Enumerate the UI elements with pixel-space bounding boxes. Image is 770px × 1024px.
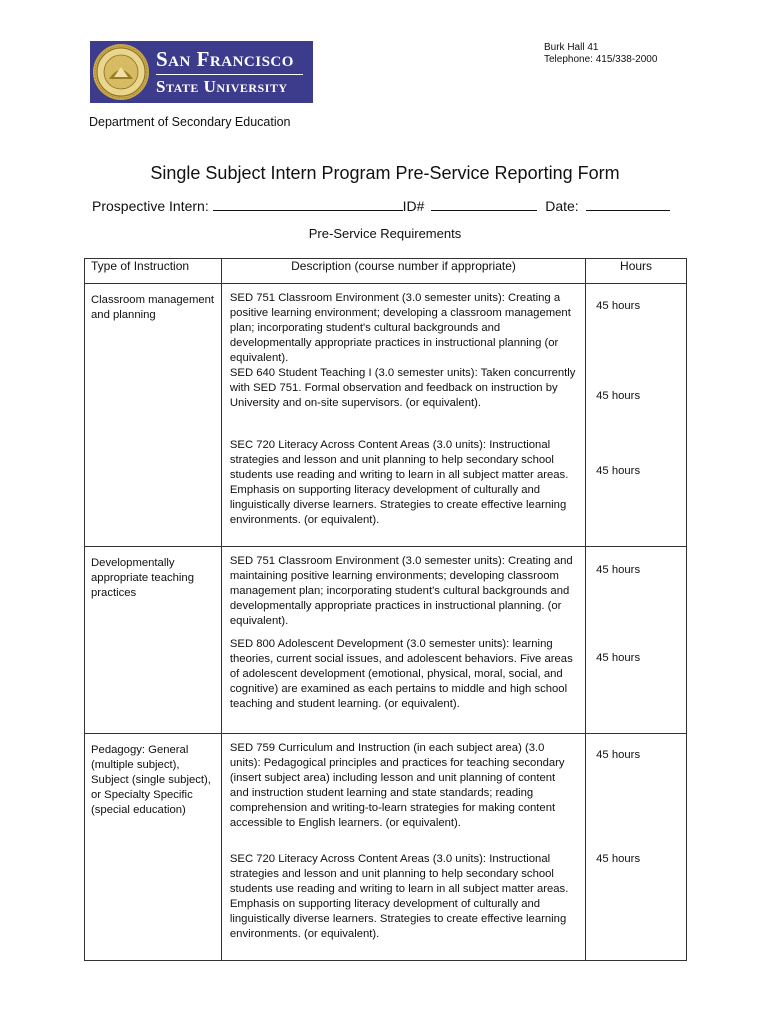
row-descriptions [221, 734, 585, 961]
university-logo [90, 41, 313, 103]
course-description: SED 759 Curriculum and Instruction (in each subject area) (3.0 units): Pedagogical principles and practices for teaching secondary (insert subject area) including lesson and unit planning of content and instruction student learning and state standards; reading comprehension and writing-to-learn strategies for making content accessible to English learners. (or equivalent). [229, 742, 565, 829]
university-seal-icon [92, 43, 150, 101]
header-hours: Hours [586, 259, 687, 284]
contact-block [544, 42, 657, 66]
table-row [85, 284, 687, 547]
table-row [85, 734, 687, 961]
id-field[interactable] [431, 198, 537, 211]
hours-value: 45 hours [596, 853, 641, 865]
logo-divider [156, 74, 303, 75]
logo-line-2: State University [156, 77, 288, 96]
form-title: Single Subject Intern Program Pre-Service Reporting Form [150, 163, 620, 183]
course-description: SED 640 Student Teaching I (3.0 semester units): Taken concurrently with SED 751. Formal observation and feedback on instruction by University and on-site supervisors. (or equivalent). [229, 367, 576, 409]
row-type-classroom: Classroom management and planning [85, 284, 222, 547]
logo-line-1: San Francisco [156, 47, 294, 71]
course-description: SED 751 Classroom Environment (3.0 semester units): Creating and maintaining positive learning environments; developing classroom management plan; incorporating student's cultural backgrounds and developmentally appropriate practices in instructional planning. (or equivalent). [229, 555, 573, 627]
row-hours [586, 284, 687, 547]
row-hours [586, 734, 687, 961]
header-type: Type of Instruction [85, 259, 222, 284]
course-description: SED 800 Adolescent Development (3.0 semester units): learning theories, current social issues, and adolescent behaviors. Five areas of adolescent development (emotional, physical, moral, social, and cognitive) are examined as each pertains to middle and high school teaching and student learning. (or equivalent). [229, 638, 573, 710]
row-hours [586, 547, 687, 734]
contact-address: Burk Hall 41 [544, 42, 599, 53]
course-description: SEC 720 Literacy Across Content Areas (3.0 units): Instructional strategies and lesson and unit planning to help secondary school students use reading and writing to learn in all subject matter areas. Emphasis on supporting literacy development of culturally and linguistically diverse learners. Strategies to create effective learning environments. (or equivalent). [229, 439, 569, 526]
requirements-table [84, 258, 687, 961]
table-row [85, 547, 687, 734]
date-label: Date: [545, 198, 579, 214]
header-description: Description (course number if appropriate) [221, 259, 585, 284]
table-header-row [85, 259, 687, 284]
course-description: SED 751 Classroom Environment (3.0 semester units): Creating a positive learning environment; developing a classroom management plan; incorporating student's cultural backgrounds and developmentally appropriate practices in instructional planning (or equivalent). [229, 292, 571, 364]
row-type-pedagogy: Pedagogy: General (multiple subject), Subject (single subject), or Specialty Specific (special education) [85, 734, 222, 961]
intern-info-line [92, 198, 670, 214]
department-name: Department of Secondary Education [89, 115, 291, 129]
id-label: ID# [402, 198, 425, 214]
contact-phone: Telephone: 415/338-2000 [544, 54, 658, 65]
intern-label: Prospective Intern: [92, 198, 209, 214]
intern-name-field[interactable] [213, 198, 403, 211]
row-descriptions [221, 547, 585, 734]
hours-value: 45 hours [596, 465, 641, 477]
requirements-subtitle: Pre-Service Requirements [308, 226, 462, 241]
hours-value: 45 hours [596, 390, 641, 402]
row-type-developmental: Developmentally appropriate teaching practices [85, 547, 222, 734]
row-descriptions [221, 284, 585, 547]
course-description: SEC 720 Literacy Across Content Areas (3.0 units): Instructional strategies and lesson and unit planning to help secondary school students use reading and writing to learn in all subject matter areas. Emphasis on supporting literacy development of culturally and linguistically diverse learners. Strategies to create effective learning environments. (or equivalent). [229, 853, 569, 940]
hours-value: 45 hours [596, 652, 641, 664]
date-field[interactable] [586, 198, 670, 211]
hours-value: 45 hours [596, 564, 641, 576]
hours-value: 45 hours [596, 749, 641, 761]
hours-value: 45 hours [596, 300, 641, 312]
